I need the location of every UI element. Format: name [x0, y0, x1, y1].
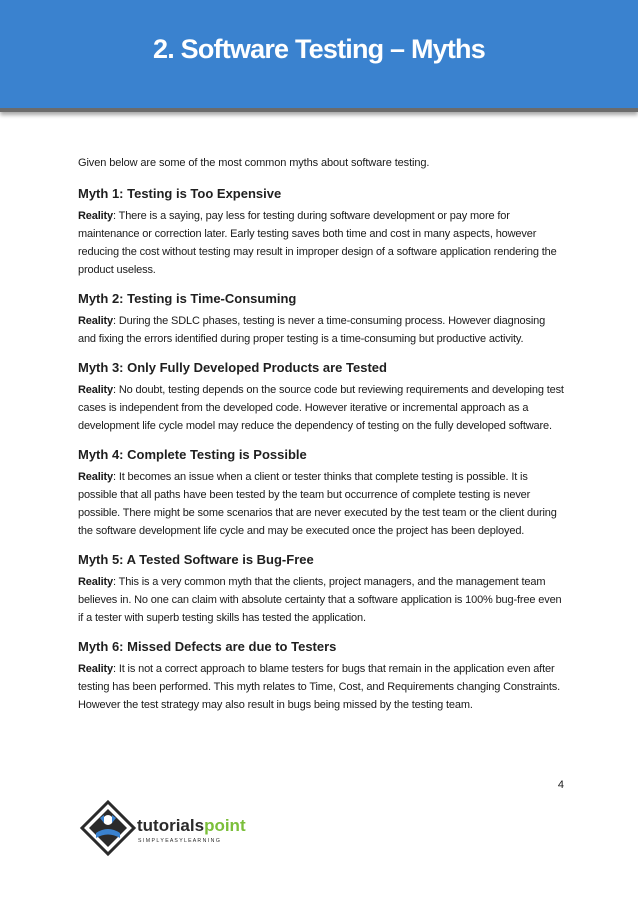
logo-brand-accent: point [204, 816, 246, 835]
reality-label: Reality [78, 315, 114, 327]
page-content [78, 154, 564, 726]
svg-text:tutorialspoint [137, 816, 246, 835]
myth-paragraph [78, 660, 564, 714]
chapter-title: 2. Software Testing – Myths [153, 34, 485, 64]
myth-paragraph [78, 573, 564, 627]
reality-label: Reality [78, 576, 114, 588]
myth-section-3 [78, 360, 564, 435]
myth-heading: Myth 6: Missed Defects are due to Testers [78, 639, 337, 654]
myth-section-6 [78, 639, 564, 714]
myth-paragraph [78, 207, 564, 279]
myth-section-2 [78, 291, 564, 348]
myth-text: : There is a saying, pay less for testing during software development or pay more for maintenance or correction later. Early testing saves both time and cost in many aspects, however reducing the cost without testing may result in improper design of a software application rendering the product useless. [78, 210, 557, 276]
reality-label: Reality [78, 210, 114, 222]
myth-paragraph [78, 468, 564, 540]
myth-section-1 [78, 186, 564, 279]
myth-text: : No doubt, testing depends on the source code but reviewing requirements and developing test cases is independent from the developed code. However iterative or incremental approach as a development life cycle model may reduce the dependency of testing on the fully developed software. [78, 384, 564, 432]
logo-brand-main: tutorials [137, 816, 205, 835]
myth-section-4 [78, 447, 564, 540]
logo-emblem-icon [82, 802, 134, 854]
myth-heading: Myth 4: Complete Testing is Possible [78, 447, 307, 462]
myth-section-5 [78, 552, 564, 627]
myth-text: : This is a very common myth that the clients, project managers, and the management team believes in. No one can claim with absolute certainty that a software application is 100% bug-free even if a tester with superb testing skills has tested the application. [78, 576, 562, 624]
reality-label: Reality [78, 663, 114, 675]
myth-text: : It becomes an issue when a client or tester thinks that complete testing is possible. It is possible that all paths have been tested by the team but occurrence of complete testing is never possible. There might be some scenarios that are never executed by the test team or the client during the software development life cycle and may be executed once the project has been deployed. [78, 471, 557, 537]
reality-label: Reality [78, 471, 114, 483]
myth-text: : During the SDLC phases, testing is never a time-consuming process. However diagnosing and fixing the errors identified during proper testing is a time-consuming but productive activity. [78, 315, 546, 345]
myth-heading: Myth 2: Testing is Time-Consuming [78, 291, 297, 306]
reality-label: Reality [78, 384, 114, 396]
myth-heading: Myth 1: Testing is Too Expensive [78, 186, 282, 201]
page-number: 4 [557, 779, 564, 791]
logo-tagline: S I M P L Y E A S Y L E A R N I N G [138, 838, 220, 844]
tutorialspoint-logo [78, 798, 278, 858]
intro-paragraph: Given below are some of the most common myths about software testing. [78, 157, 430, 169]
myth-heading: Myth 3: Only Fully Developed Products are Tested [78, 360, 387, 375]
myth-paragraph [78, 312, 564, 348]
myth-paragraph [78, 381, 564, 435]
chapter-banner [0, 0, 638, 112]
myth-heading: Myth 5: A Tested Software is Bug-Free [78, 552, 314, 567]
myth-text: : It is not a correct approach to blame testers for bugs that remain in the application even after testing has been performed. This myth relates to Time, Cost, and Requirements changing Constraints. However the test strategy may also result in bugs being missed by the testing team. [78, 663, 561, 711]
